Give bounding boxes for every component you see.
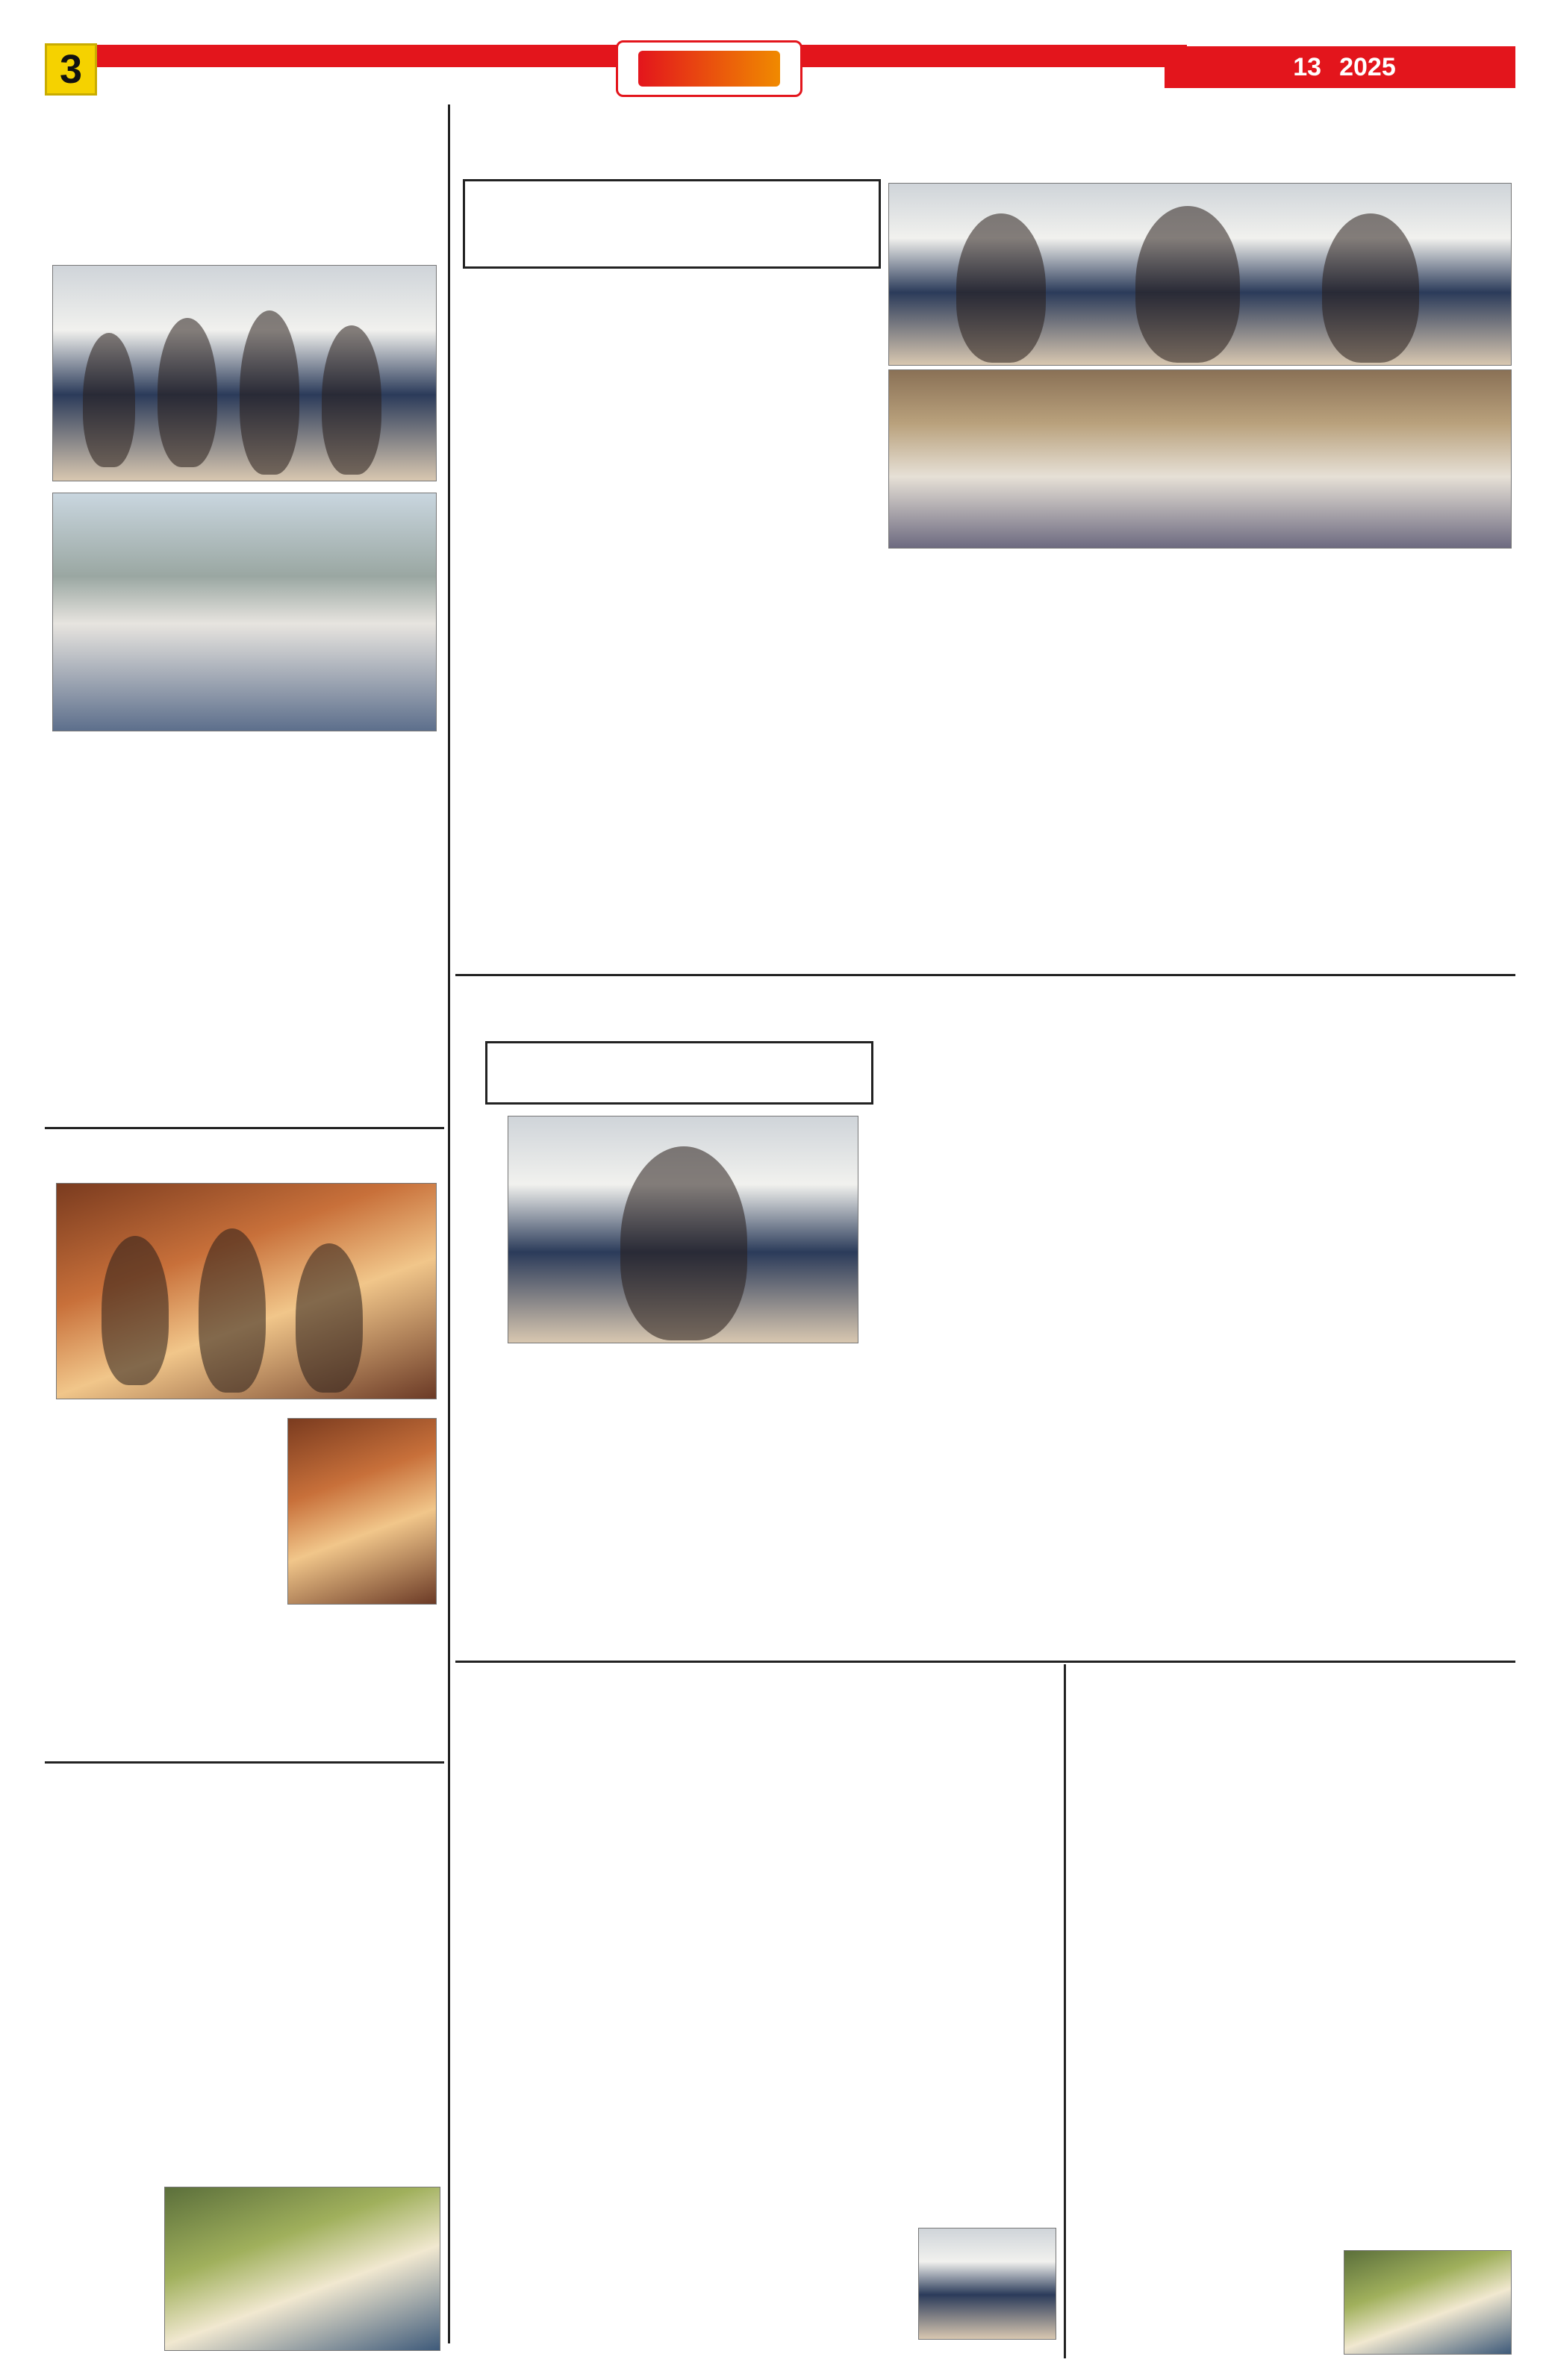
section-divider: [45, 1127, 444, 1129]
column-rule: [1064, 1664, 1066, 2358]
photo-collector: [508, 1116, 858, 1343]
photo-housing-review: [918, 2228, 1056, 2340]
article-dheerendra: [45, 1134, 440, 1754]
msme-body-left: [463, 276, 881, 970]
article-body: [45, 1411, 276, 1754]
article-nandyal: [45, 104, 440, 1119]
section-divider: [455, 974, 1515, 976]
photo-beneficiaries: [164, 2187, 440, 2351]
wfh-subhead: [485, 1041, 873, 1105]
msme-body-right: [888, 556, 1512, 970]
wfh-body-left: [463, 1355, 881, 1731]
photo-memorandum: [52, 265, 437, 481]
photo-meeting-dais: [888, 183, 1512, 366]
photo-rally: [52, 493, 437, 731]
year-label: 2025: [1339, 52, 1396, 81]
wfh-body-right: [888, 1041, 1512, 1698]
section-divider: [455, 1661, 1515, 1663]
section-divider: [45, 1761, 444, 1764]
masthead-date: [1165, 46, 1515, 88]
column-rule: [448, 104, 450, 2343]
photo-meeting-hall: [888, 369, 1512, 549]
article-cm-relief: [45, 1769, 440, 2366]
page-number: 3: [45, 43, 97, 96]
msme-subhead: [463, 179, 881, 269]
photo-village: [1344, 2250, 1512, 2355]
photo-ceremony: [56, 1183, 437, 1399]
newspaper-logo: [616, 40, 802, 97]
logo-mark-icon: [638, 51, 780, 87]
article-body: [45, 743, 440, 1108]
date-number: 13: [1293, 52, 1322, 81]
photo-offering: [287, 1418, 437, 1605]
masthead: [0, 0, 1543, 97]
